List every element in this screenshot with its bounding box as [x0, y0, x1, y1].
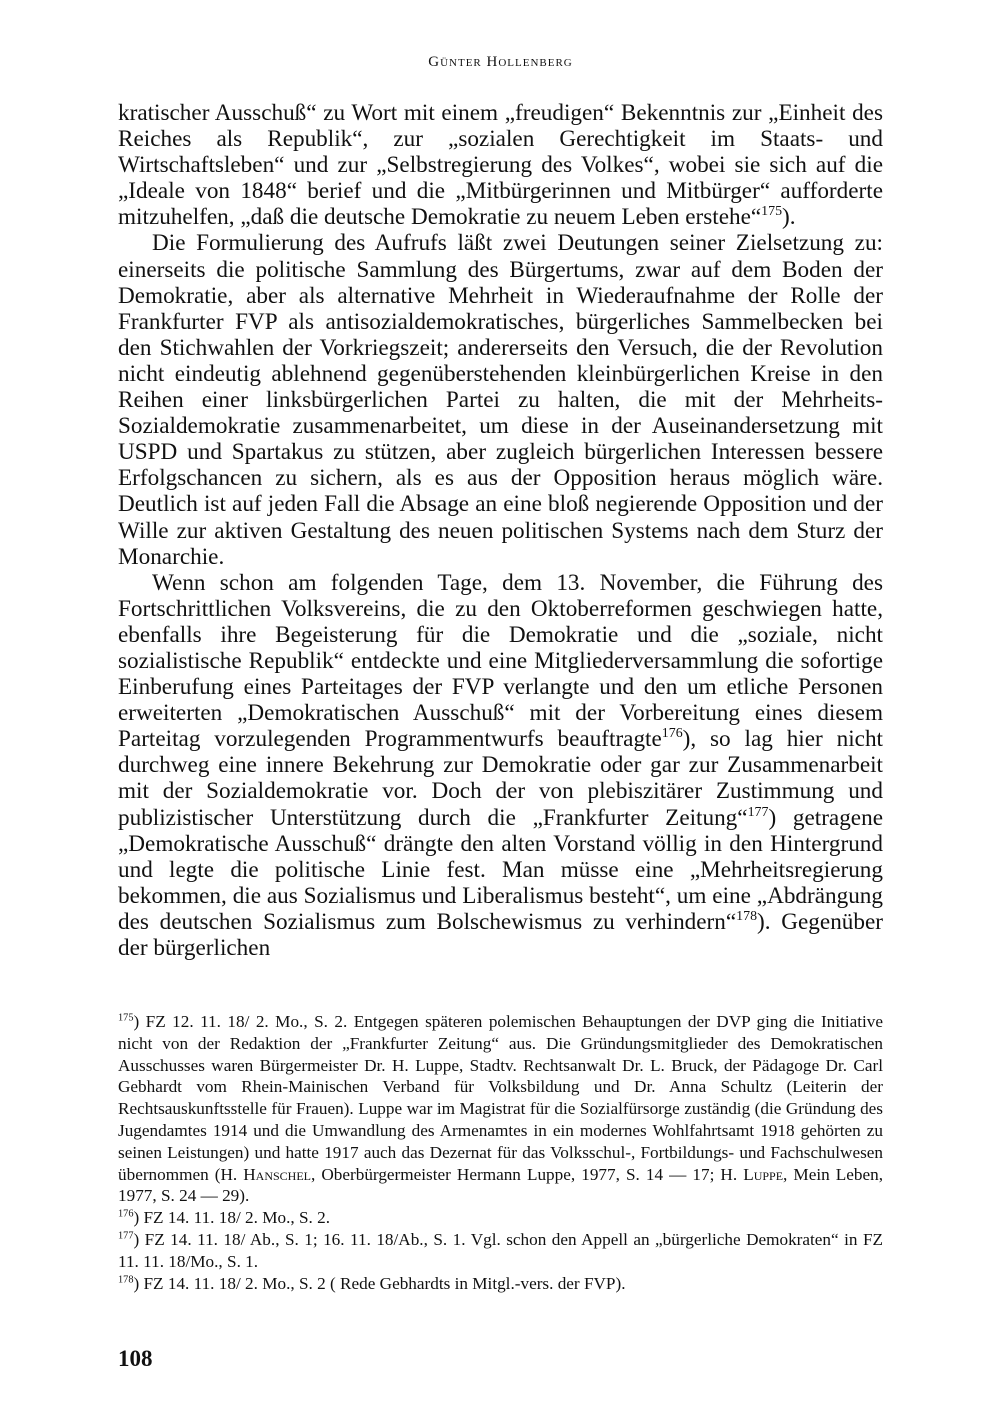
- footnote-175: [118, 1011, 883, 1207]
- paragraph-3-text-c: ) getragene „Demokratische Ausschuß“ drängte den alten Vorstand völlig in den Hintergrund und legte die politische Linie fest. Man müsse eine „Mehrheitsregierung bekommen, die aus Sozialismus und Liberalismus besteht“, um eine „Abdrängung des deutschen Sozialismus zum Bolschewismus zu verhindern“: [118, 804, 883, 935]
- paragraph-3-text-a: Wenn schon am folgenden Tage, dem 13. November, die Führung des Fortschrittlichen Volksvereins, die zu den Oktoberreformen geschwiegen hatte, ebenfalls ihre Begeisterung für die Demokratie und die „soziale, nicht sozialistische Republik“ entdeckte und eine Mitgliederversammlung die sofortige Einberufung eines Parteitages der FVP verlangte und den um etliche Personen erweiterten „Demokratischen Ausschuß“ mit der Vorbereitung eines diesem Parteitag vorzulegenden Programmentwurfs beauftragte: [118, 569, 883, 753]
- footnote-marker-177: 177: [118, 1230, 134, 1242]
- paragraph-3-text-b: ), so lag hier nicht durchweg eine innere Bekehrung zur Demokratie oder gar zur Zusammenarbeit mit der Sozialdemokratie vor. Doch der von plebiszitärer Zustimmung und publizistischer Unterstützung durch die „Frankfurter Zeitung“: [118, 726, 883, 831]
- footnote-marker-178: 178: [118, 1273, 134, 1285]
- footnote-marker-175: 175: [118, 1012, 134, 1024]
- footnote-176: [118, 1207, 883, 1229]
- running-head: Günter Hollenberg: [428, 54, 573, 70]
- footnote-ref-175: 175: [761, 204, 783, 220]
- footnote-178-text: ) FZ 14. 11. 18/ 2. Mo., S. 2 ( Rede Gebhardts in Mitgl.-vers. der FVP).: [133, 1273, 626, 1293]
- footnote-178: [118, 1273, 883, 1295]
- main-text: [118, 100, 883, 961]
- footnote-175-text-b: , Oberbürgermeister Hermann Luppe, 1977, S. 14 — 17;: [311, 1164, 721, 1184]
- page-number: 108: [118, 1346, 153, 1371]
- footnote-marker-176: 176: [118, 1208, 134, 1220]
- footnote-author-luppe: H. Luppe: [720, 1164, 784, 1184]
- book-page: [118, 0, 883, 1419]
- footnote-177-text: ) FZ 14. 11. 18/ Ab., S. 1; 16. 11. 18/Ab., S. 1. Vgl. schon den Appell an „bürgerliche Demokraten“ in FZ 11. 11. 18/Mo., S. 1.: [118, 1229, 883, 1271]
- paragraph-1-text: kratischer Ausschuß“ zu Wort mit einem „freudigen“ Bekenntnis zur „Einheit des Reiches als Republik“, zur „sozialen Gerechtigkeit im Staats- und Wirtschaftsleben“ und zur „Selbstregierung des Volkes“, wobei sie sich auf die „Ideale von 1848“ berief und die „Mitbürgerinnen und Mitbürger“ aufforderte mitzuhelfen, „daß die deutsche Demokratie zu neuem Leben erstehe“: [118, 100, 883, 231]
- paragraph-2: Die Formulierung des Aufrufs läßt zwei Deutungen seiner Zielsetzung zu: einerseits die politische Sammlung des Bürgertums, zwar auf dem Boden der Demokratie, aber als alternative Mehrheit in Wiederaufnahme der Rolle der Frankfurter FVP als antisozialdemokratisches, bürgerliches Sammelbecken bei den Stichwahlen der Vorkriegszeit; andererseits den Versuch, die der Revolution nicht eindeutig ablehnend gegenüberstehenden kleinbürgerlichen Kreise in den Reihen einer linksbürgerlichen Partei zu halten, die mit der Mehrheits-Sozialdemokratie zusammenarbeitet, um diese in der Auseinandersetzung mit USPD und Spartakus zu stützen, aber zugleich bürgerlichen Interessen bessere Erfolgschancen zu sichern, als es aus der Opposition heraus möglich wäre. Deutlich ist auf jeden Fall die Absage an eine bloß negierende Opposition und der Wille zur aktiven Gestaltung des neuen politischen Systems nach dem Sturz der Monarchie.: [118, 230, 883, 570]
- footnote-177: [118, 1229, 883, 1273]
- footnote-ref-178: 178: [736, 908, 758, 924]
- footnote-ref-176: 176: [661, 726, 683, 742]
- paragraph-3: [118, 570, 883, 961]
- paragraph-1-end: ).: [782, 204, 796, 231]
- paragraph-1: [118, 100, 883, 230]
- footnote-176-text: ) FZ 14. 11. 18/ 2. Mo., S. 2.: [133, 1208, 331, 1228]
- footnote-175-text-c: , Mein Leben, 1977, S. 24 — 29).: [118, 1164, 883, 1206]
- footnote-author-hanschel: H. Hanschel: [220, 1164, 312, 1184]
- footnote-ref-177: 177: [747, 804, 769, 820]
- footnote-175-text-a: ) FZ 12. 11. 18/ 2. Mo., S. 2. Entgegen späteren polemischen Behauptungen der DVP ging die Initiative nicht von der Redaktion der „Frankfurter Zeitung“ aus. Die Gründungsmitglieder des Demokratischen Ausschusses waren Bürgermeister Dr. H. Luppe, Stadtv. Rechtsanwalt Dr. L. Bruck, der Pädagoge Dr. Carl Gebhardt vom Rhein-Mainischen Verband für Volksbildung und Dr. Anna Schultz (Leiterin der Rechtsauskunftsstelle für Frauen). Luppe war im Magistrat für die Sozialfürsorge zuständig (die Gründung des Jugendamtes 1914 und die Umwandlung des Armenamtes in ein modernes Wohlfahrtsamt 1918 gehörten zu seinen Leistungen) und hatte 1917 auch das Dezernat für das Volksschul-, Fortbildungs- und Fachschulwesen übernommen (: [118, 1012, 883, 1184]
- footnotes: [118, 1011, 883, 1294]
- paragraph-3-text-d: ). Gegenüber der bürgerlichen: [118, 908, 883, 961]
